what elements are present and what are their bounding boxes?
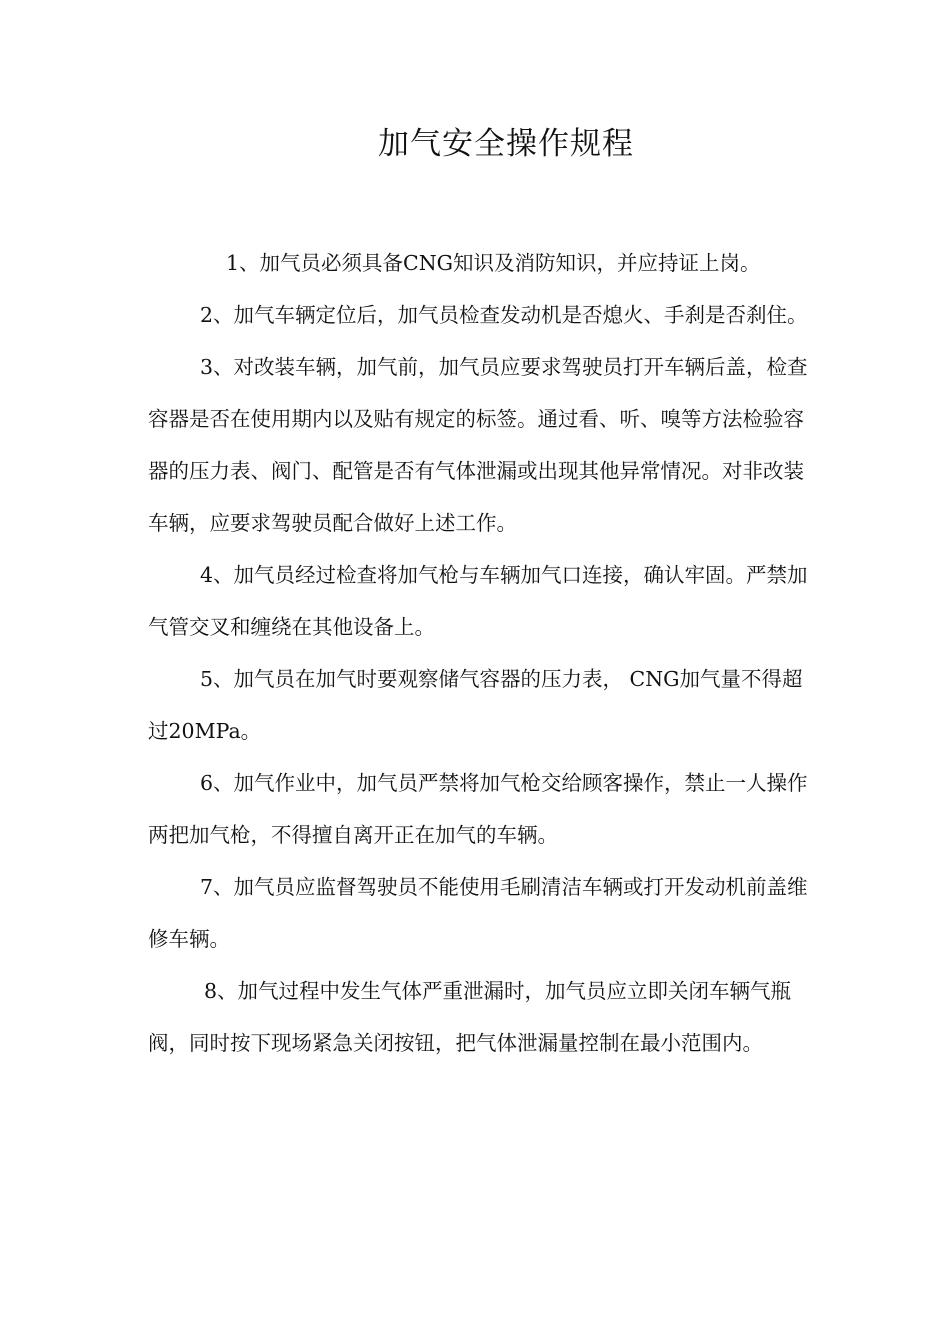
paragraph-1: 1、加气员必须具备CNG知识及消防知识，并应持证上岗。 xyxy=(226,251,761,275)
paragraph-4: 4、加气员经过检查将加气枪与车辆加气口连接，确认牢固。严禁加气管交叉和缠绕在其他设备上。 xyxy=(148,563,808,639)
paragraph-5: 5、加气员在加气时要观察储气容器的压力表， CNG加气量不得超过20MPa。 xyxy=(148,667,803,743)
paragraph-8: 8、加气过程中发生气体严重泄漏时，加气员应立即关闭车辆气瓶阀，同时按下现场紧急关闭按钮，把气体泄漏量控制在最小范围内。 xyxy=(148,979,792,1055)
paragraph-7: 7、加气员应监督驾驶员不能使用毛刷清洁车辆或打开发动机前盖维修车辆。 xyxy=(148,875,808,951)
document-title: 加气安全操作规程 xyxy=(378,126,634,162)
document-body xyxy=(148,237,808,1069)
paragraph-3: 3、对改装车辆，加气前，加气员应要求驾驶员打开车辆后盖，检查容器是否在使用期内以及贴有规定的标签。通过看、听、嗅等方法检验容器的压力表、阀门、配管是否有气体泄漏或出现其他异常情况。对非改装车辆，应要求驾驶员配合做好上述工作。 xyxy=(148,355,808,535)
paragraph-2: 2、加气车辆定位后，加气员检查发动机是否熄火、手刹是否刹住。 xyxy=(200,303,808,327)
paragraph-6: 6、加气作业中，加气员严禁将加气枪交给顾客操作，禁止一人操作两把加气枪，不得擅自离开正在加气的车辆。 xyxy=(148,771,808,847)
